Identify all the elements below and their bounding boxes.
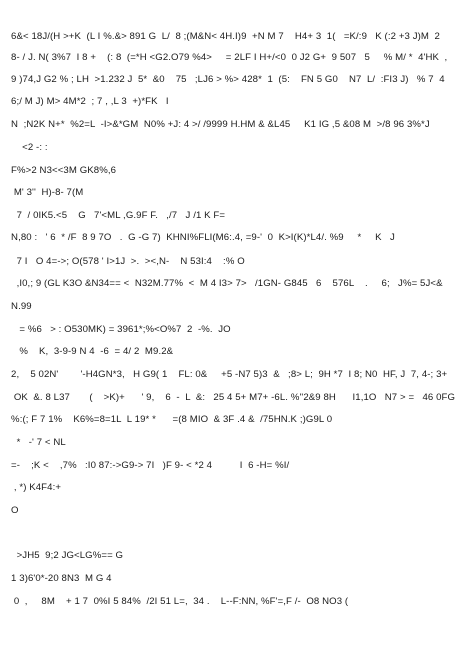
text-line: =- ;K < ,7% :I0 87:->G9-> 7I )F 9- < *2 4 I 6 -H= %I/	[0, 460, 290, 471]
text-line: <2 -: :	[0, 142, 48, 153]
text-line: 7 I O 4=->; O(578 ' I>1J >. ><,N- N 53I:4 :% O	[0, 256, 245, 267]
text-line: ,I0,; 9 (GL K3O &N34== < N32M.77% < M 4 I3> 7> /1GN- G845 6 576L . 6; J%= 5J<&	[0, 278, 443, 289]
text-line: 7 / 0IK5.<5 G 7'<ML ,G.9F F. ,/7 J /1 K F=	[0, 210, 226, 221]
text-line: = %6 > : O530MK) = 3961*;%<O%7 2 -%. JO	[0, 324, 231, 335]
text-line: * -' 7 < NL	[0, 437, 66, 448]
text-line: 1 3)6'0*-20 8N3 M G 4	[0, 573, 112, 584]
text-line: 2, 5 02N' '-H4GN*3, H G9( 1 FL: 0& +5 -N7 5)3 & ;8> L; 9H *7 I 8; N0 HF, J 7, 4-; 3+	[0, 369, 448, 380]
text-line: %:(; F 7 1% K6%=8=1L L 19* * =(8 MIO & 3F .4 & /75HN.K ;)G9L 0	[0, 414, 333, 425]
text-line: >JH5 9;2 JG<LG%== G	[0, 550, 124, 561]
text-line: % K, 3-9-9 N 4 -6 = 4/ 2 M9.2&	[0, 346, 174, 357]
text-line: M' 3'' H)-8- 7(M	[0, 187, 84, 198]
text-line: 6&< 18J/(H >+K (L I %.&> 891 G L/ 8 ;(M&N< 4H.I)9 +N M 7 H4+ 3 1( =K/:9 K (:2 +3 J)M 2	[0, 31, 440, 42]
text-line: 6;/ M J) M> 4M*2 ; 7 , ,L 3 +)*FK I	[0, 96, 169, 107]
text-line: N,80 : ' 6 * /F 8 9 7O . G -G 7) KHNI%FLI(M6:.4, =9-' 0 K>I(K)*L4/. %9 * K J	[0, 232, 395, 243]
text-line: O	[0, 505, 19, 516]
text-line: N.99	[0, 301, 32, 312]
text-line: OK &. 8 L37 ( >K)+ ' 9, 6 - L &: 25 4 5+ M7+ -6L. %''2&9 8H I1,1O N7 > = 46 0FG	[0, 392, 456, 403]
text-line: 0 , 8M + 1 7 0%I 5 84% /2I 51 L=, 34 . L--F:NN, %F'=,F /- O8 NO3 (	[0, 596, 349, 607]
text-line: 9 )74,J G2 % ; LH >1.232 J 5* &0 75 ;LJ6 > %> 428* 1 (5: FN 5 G0 N7 L/ :FI3 J) % 7 4	[0, 74, 445, 85]
text-line: , *) K4F4:+	[0, 482, 62, 493]
text-line: N ;N2K N+* %2=L -I>&*GM N0% +J: 4 >/ /9999 H.HM & &L45 K1 IG ,5 &08 M >/8 96 3%*J	[0, 119, 430, 130]
text-line: F%>2 N3<<3M GK8%,6	[0, 165, 117, 176]
text-line: 8- / J. N( 3%7 I 8 + (: 8 (=*H <G2.O79 %4> = 2LF I H+/<0 0 J2 G+ 9 507 5 % M/ * 4'HK ,	[0, 52, 448, 63]
